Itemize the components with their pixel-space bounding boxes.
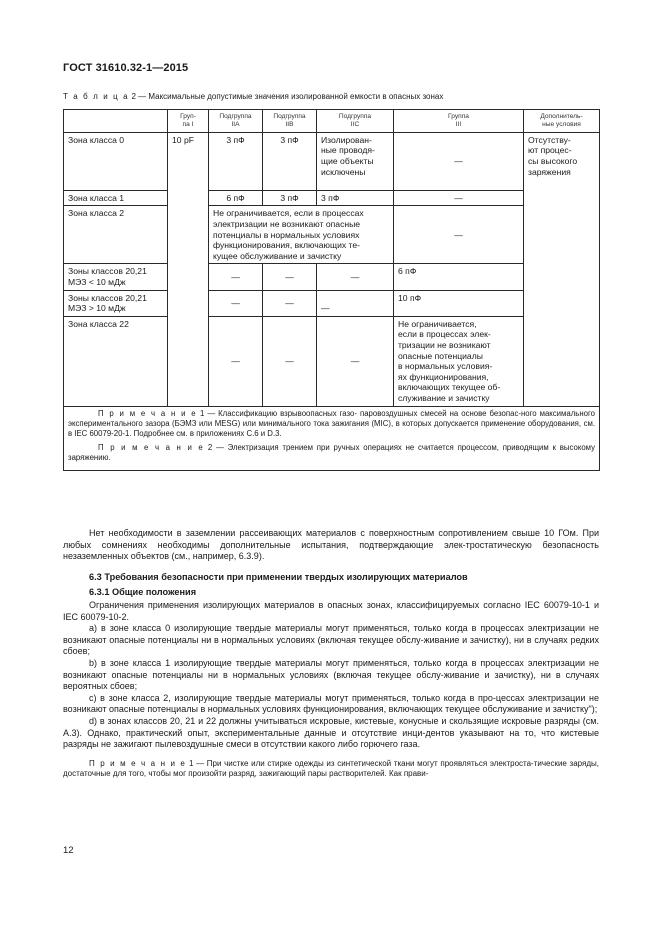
cell-iii: 10 пФ [394, 290, 524, 316]
cell-iii: — [394, 132, 524, 190]
cell-iib: — [263, 290, 317, 316]
cell-iic: — [317, 316, 394, 406]
cell-extra-empty [524, 316, 600, 406]
cell-zone: Зона класса 1 [64, 190, 168, 206]
table-note-1-text: 1 — Классификацию взрывоопасных газо- паровоздушных смесей на основе безопас-ного максимального экспериментального зазора (БЭМЗ или MESG) или минимального тока зажигания (MIC), в которых допускается применение оборудования, см. в IEC 60079-20-1. Подробнее см. в приложениях С.6 и D.3. [68, 408, 596, 438]
table-header-row [64, 110, 600, 133]
cell-zone: Зона класса 2 [64, 206, 168, 264]
table-note-1-label: П р и м е ч а н и е [98, 408, 197, 418]
body-note-text: 1 — При чистке или стирке одежды из синтетической ткани могут проявляться электроста-тические заряды, достаточные для того, чтобы мог произойти разряд, зажигающий пары растворителей. Как прави- [63, 758, 599, 779]
body-note-1 [63, 759, 599, 781]
table-caption-label: Т а б л и ц а [63, 92, 130, 101]
cell-group-1-empty [168, 264, 209, 290]
cell-iii: — [394, 206, 524, 264]
cell-extra-empty [524, 264, 600, 290]
cell-iic: Изолирован- ные проводя- щие объекты исключены [317, 132, 394, 190]
cell-iic: — [317, 264, 394, 290]
table-note-2-text: 2 — Электризация трением при ручных операциях не считается процессом, приводящим к высокому заряжению. [68, 443, 595, 463]
list-item-d: d) в зонах классов 20, 21 и 22 должны учитываться искровые, кистевые, конусные и скользящие искровые разряды (см. А.3). Однако, практический опыт, экспериментальные данные и отсутствие инци-дентов указывают на то, что кистевые разряды не зажигают пылевоздушные смеси в отсутствии какого либо горючего газа. [63, 715, 599, 750]
col-header-iia: Подгруппа IIA [209, 110, 263, 133]
col-header-iii: Группа III [394, 110, 524, 133]
cell-extra: Отсутству- ют процес- сы высокого заряжения [524, 132, 600, 190]
paragraph-restrictions: Ограничения применения изолирующих материалов в опасных зонах, классифицируемых согласно IEC 60079-10-1 и IEC 60079-10-2. [63, 599, 599, 622]
cell-zone: Зоны классов 20,21 МЭЗ > 10 мДж [64, 290, 168, 316]
col-header-iic: Подгруппа IIC [317, 110, 394, 133]
list-item-a: a) в зоне класса 0 изолирующие твердые материалы могут применяться, только когда в процессах электризации не возникают опасные потенциалы ни в нормальных условиях (включая текущее обслу-живание и зачистку), ни в случаях редких сбоев; [63, 623, 599, 657]
cell-iib: 3 пФ [263, 190, 317, 206]
table-note-2 [68, 443, 595, 463]
cell-zone: Зона класса 0 [64, 132, 168, 190]
cell-group-1-empty [168, 190, 209, 206]
cell-extra-empty [524, 190, 600, 206]
cell-group-1-empty [168, 290, 209, 316]
cell-zone: Зона класса 22 [64, 316, 168, 406]
table-notes-row [64, 406, 600, 470]
col-header-iib: Подгруппа IIB [263, 110, 317, 133]
list-item-b: b) в зоне класса 1 изолирующие твердые материалы могут применяться, только когда в процессах электризации не возникают опасные потенциалы ни в нормальных условиях (включая текущее обслу-живание и зачистку), ни в случаях вероятных сбоев; [63, 657, 599, 692]
cell-merged-ii: Не ограничивается, если в процессах электризации не возникают опасные потенциалы в нормальных условиях функционирования, включающих те- кущее обслуживание и зачистку [209, 206, 394, 264]
list-item-c: c) в зоне класса 2, изолирующие твердые материалы могут применяться, только когда в про-цессах электризации не возникают опасные потенциалы в нормальных условиях функционирования, включающих текущее обслуживание и зачистку"); [63, 692, 599, 715]
section-heading-6-3: 6.3 Требования безопасности при применении твердых изолирующих материалов [89, 571, 468, 582]
cell-extra-empty [524, 206, 600, 264]
cell-iii: 6 пФ [394, 264, 524, 290]
col-header-group-1: Груп- па I [168, 110, 209, 133]
table-row [64, 264, 600, 290]
cell-iii: Не ограничивается, если в процессах элек- тризации не возникают опасные потенциалы в нормальных условия- ях функционирования, включающих текущее об- служивание и зачистку [394, 316, 524, 406]
table-note-2-label: П р и м е ч а н и е [98, 443, 205, 453]
body-note-label: П р и м е ч а н и е [89, 758, 187, 768]
col-header-zone [64, 110, 168, 133]
table-caption [63, 92, 603, 101]
capacitance-table [63, 109, 600, 471]
cell-iia: 3 пФ [209, 132, 263, 190]
document-header: ГОСТ 31610.32-1—2015 [63, 62, 189, 74]
cell-iib: 3 пФ [263, 132, 317, 190]
cell-extra-empty [524, 290, 600, 316]
cell-iia: — [209, 264, 263, 290]
subsection-heading-6-3-1: 6.3.1 Общие положения [89, 587, 197, 598]
table-notes [64, 406, 600, 470]
table-row [64, 132, 600, 190]
paragraph-grounding: Нет необходимости в заземлении рассеивающих материалов с поверхностным сопротивлением свыше 10 ГОм. При любых сомнениях необходимы дополнительные испытания, подтверждающие элек-тростатическую безопасность незаземленных объектов (см., например, 6.3.9). [63, 528, 599, 562]
table-row [64, 190, 600, 206]
cell-group-1-empty [168, 206, 209, 264]
table-row [64, 316, 600, 406]
cell-iia: — [209, 316, 263, 406]
table-caption-text: 2 — Максимальные допустимые значения изолированной емкости в опасных зонах [131, 92, 444, 101]
cell-group-1-empty [168, 316, 209, 406]
table-note-1 [68, 409, 595, 440]
cell-iia: — [209, 290, 263, 316]
cell-iia: 6 пФ [209, 190, 263, 206]
cell-iib: — [263, 316, 317, 406]
cell-iib: — [263, 264, 317, 290]
table-row [64, 290, 600, 316]
cell-iic: — [317, 290, 394, 316]
cell-iic: 3 пФ [317, 190, 394, 206]
cell-group-1: 10 pF [168, 132, 209, 190]
page-number: 12 [63, 845, 74, 856]
table-row [64, 206, 600, 264]
body-text [63, 528, 599, 780]
cell-zone: Зоны классов 20,21 МЭЗ < 10 мДж [64, 264, 168, 290]
cell-iii: — [394, 190, 524, 206]
col-header-extra: Дополнитель- ные условия [524, 110, 600, 133]
